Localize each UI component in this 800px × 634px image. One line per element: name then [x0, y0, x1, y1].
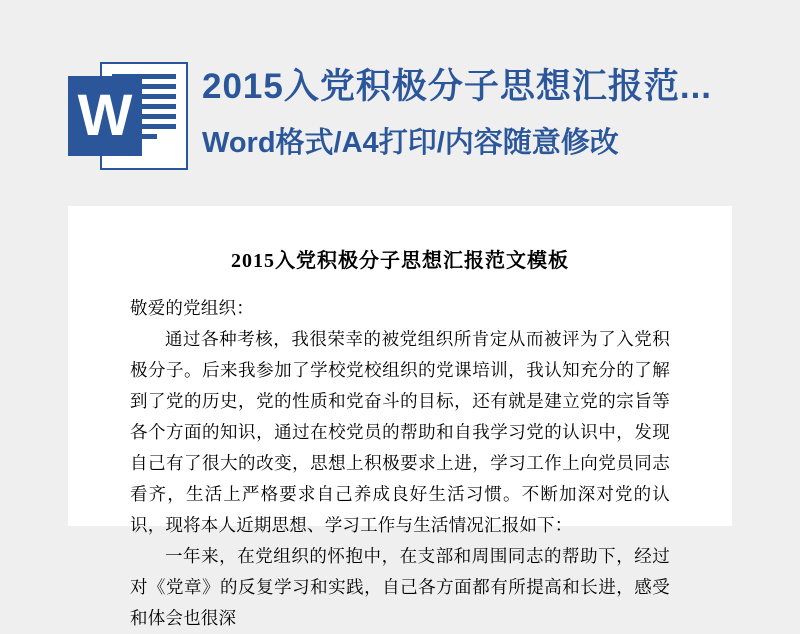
word-letter-tile: W — [68, 76, 142, 156]
document-paragraph: 通过各种考核，我很荣幸的被党组织所肯定从而被评为了入党积极分子。后来我参加了学校党校组织的党课培训，我认知充分的了解到了党的历史，党的性质和党奋斗的目标，还有就是建立党的宗旨等各个方面的知识，通过在校党员的帮助和自我学习党的认识中，发现自己有了很大的改变，思想上积极要求上进，学习工作上向党员同志看齐，生活上严格要求自己养成良好生活习惯。不断加深对党的认识，现将本人近期思想、学习工作与生活情况汇报如下： — [130, 329, 670, 535]
document-title: 2015入党积极分子思想汇报范文模板 — [231, 250, 569, 272]
word-document-icon — [68, 62, 188, 170]
document-preview — [68, 206, 732, 628]
banner-title: 2015入党积极分子思想汇报范... — [202, 67, 713, 106]
document-paragraph: 敬爱的党组织： — [130, 298, 254, 318]
banner-content — [68, 62, 712, 170]
banner-text-group — [202, 62, 712, 162]
banner — [0, 0, 800, 206]
banner-subtitle: Word格式/A4打印/内容随意修改 — [202, 127, 619, 159]
document-body — [130, 273, 670, 634]
document-paragraph: 一年来，在党组织的怀抱中，在支部和周围同志的帮助下，经过对《党章》的反复学习和实践，自己各方面都有所提高和长进，感受和体会也很深 — [130, 546, 670, 628]
